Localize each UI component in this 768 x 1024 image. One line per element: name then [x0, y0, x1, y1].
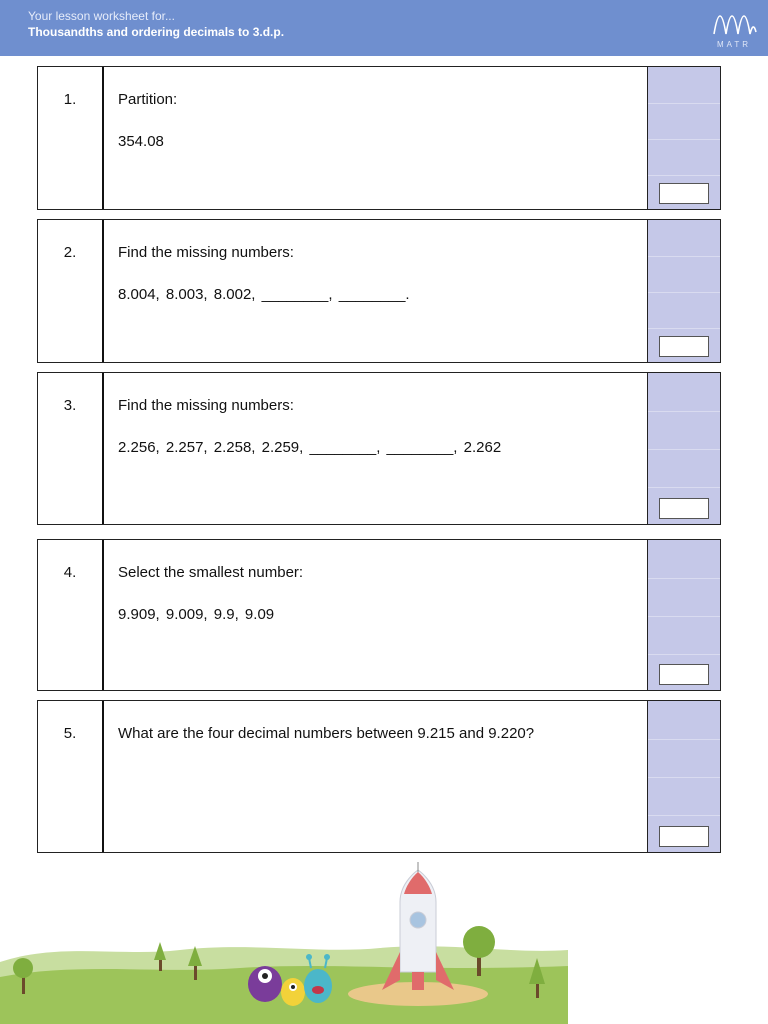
question-prompt: Partition: — [118, 91, 178, 108]
score-box[interactable] — [659, 498, 709, 519]
number-column — [38, 67, 104, 209]
question-1 — [37, 66, 721, 210]
mark-column — [647, 701, 720, 852]
matr-logo — [708, 6, 760, 52]
question-prompt: Select the smallest number: — [118, 564, 304, 581]
question-number: 2. — [63, 244, 77, 261]
landscape-illustration — [0, 862, 568, 1024]
mark-column — [647, 67, 720, 209]
question-number: 1. — [63, 91, 77, 108]
score-box[interactable] — [659, 664, 709, 685]
yellow-monster-icon — [281, 978, 305, 1006]
question-prompt: Find the missing numbers: — [118, 397, 294, 414]
number-column — [38, 220, 104, 362]
question-detail: 9.909, 9.009, 9.9, 9.09 — [118, 606, 275, 623]
question-5 — [37, 700, 721, 853]
number-column — [38, 701, 104, 852]
question-detail: 354.08 — [118, 133, 164, 150]
matr-logo-icon — [708, 6, 760, 40]
mark-column — [647, 540, 720, 690]
question-number: 5. — [63, 725, 77, 742]
logo-text: MATR — [716, 40, 752, 49]
header-banner — [0, 0, 768, 56]
purple-monster-icon — [248, 966, 282, 1002]
number-column — [38, 540, 104, 690]
mark-column — [647, 220, 720, 362]
score-box[interactable] — [659, 336, 709, 357]
question-detail: 8.004, 8.003, 8.002, ________, ________. — [118, 286, 410, 303]
lesson-title: Thousandths and ordering decimals to 3.d.p. — [28, 25, 285, 39]
score-box[interactable] — [659, 826, 709, 847]
question-prompt: What are the four decimal numbers between 9.215 and 9.220? — [118, 725, 535, 742]
question-number: 4. — [63, 564, 77, 581]
question-detail: 2.256, 2.257, 2.258, 2.259, ________, ________, 2.262 — [118, 439, 502, 456]
question-number: 3. — [63, 397, 77, 414]
question-4 — [37, 539, 721, 691]
question-prompt: Find the missing numbers: — [118, 244, 294, 261]
header-subtitle: Your lesson worksheet for... — [28, 9, 175, 23]
mark-column — [647, 373, 720, 524]
number-column — [38, 373, 104, 524]
score-box[interactable] — [659, 183, 709, 204]
question-2 — [37, 219, 721, 363]
question-3 — [37, 372, 721, 525]
